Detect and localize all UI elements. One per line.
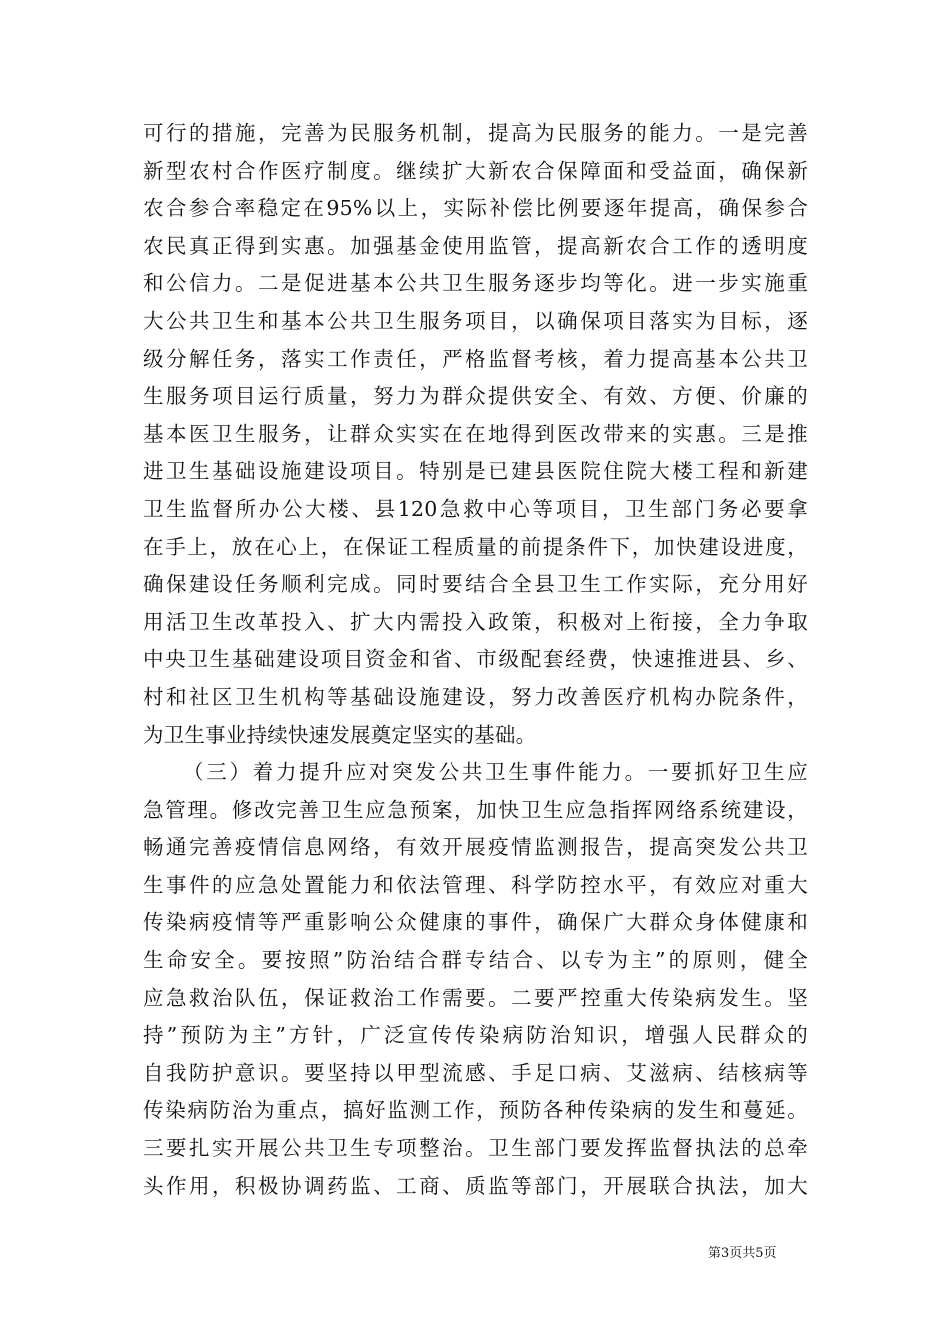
- text-line: 应急救治队伍，保证救治工作需要。二要严控重大传染病发生。坚: [143, 985, 808, 1010]
- text-line: 持”预防为主”方针，广泛宣传传染病防治知识，增强人民群众的: [143, 1023, 808, 1048]
- text-line: 可行的措施，完善为民服务机制，提高为民服务的能力。一是完善: [143, 121, 808, 145]
- text-line: 确保建设任务顺利完成。同时要结合全县卫生工作实际，充分用好: [143, 572, 808, 597]
- text-line: 生事件的应急处置能力和依法管理、科学防控水平，有效应对重大: [143, 872, 808, 897]
- text-line: 生服务项目运行质量，努力为群众提供安全、有效、方便、价廉的: [143, 384, 808, 409]
- text-line: 传染病疫情等严重影响公众健康的事件，确保广大群众身体健康和: [143, 910, 808, 935]
- document-body: [143, 115, 808, 1205]
- section-three-heading-line: （三）着力提升应对突发公共卫生事件能力。一要抓好卫生应: [183, 760, 808, 785]
- text-line: 基本医卫生服务，让群众实实在在地得到医改带来的实惠。三是推: [143, 421, 808, 446]
- text-line: 急管理。修改完善卫生应急预案，加快卫生应急指挥网络系统建设，: [143, 797, 808, 822]
- text-line: 传染病防治为重点，搞好监测工作，预防各种传染病的发生和蔓延。: [143, 1098, 808, 1123]
- text-line: 在手上，放在心上，在保证工程质量的前提条件下，加快建设进度，: [143, 534, 808, 559]
- text-line: 级分解任务，落实工作责任，严格监督考核，着力提高基本公共卫: [143, 346, 808, 371]
- text-line: 用活卫生改革投入、扩大内需投入政策，积极对上衔接，全力争取: [143, 609, 808, 634]
- text-line: 村和社区卫生机构等基础设施建设，努力改善医疗机构办院条件，: [143, 684, 808, 709]
- text-line: 自我防护意识。要坚持以甲型流感、手足口病、艾滋病、结核病等: [143, 1060, 808, 1085]
- paragraph-end-line: 为卫生事业持续快速发展奠定坚实的基础。: [143, 722, 537, 747]
- text-line: 三要扎实开展公共卫生专项整治。卫生部门要发挥监督执法的总牵: [143, 1136, 808, 1161]
- text-line: 卫生监督所办公大楼、县120急救中心等项目，卫生部门务必要拿: [143, 496, 808, 521]
- text-line: 头作用，积极协调药监、工商、质监等部门，开展联合执法，加大: [143, 1173, 808, 1198]
- text-line: 农合参合率稳定在95%以上，实际补偿比例要逐年提高，确保参合: [143, 196, 808, 221]
- text-line: 和公信力。二是促进基本公共卫生服务逐步均等化。进一步实施重: [143, 271, 808, 296]
- text-line: 大公共卫生和基本公共卫生服务项目，以确保项目落实为目标，逐: [143, 308, 808, 333]
- text-line: 新型农村合作医疗制度。继续扩大新农合保障面和受益面，确保新: [143, 158, 808, 183]
- text-line: 农民真正得到实惠。加强基金使用监管，提高新农合工作的透明度: [143, 233, 808, 258]
- text-line: 生命安全。要按照”防治结合群专结合、以专为主”的原则，健全: [143, 948, 808, 973]
- text-line: 畅通完善疫情信息网络，有效开展疫情监测报告，提高突发公共卫: [143, 835, 808, 860]
- page-number: 第3页共5页: [708, 1246, 777, 1261]
- text-line: 中央卫生基础建设项目资金和省、市级配套经费，快速推进县、乡、: [143, 647, 808, 672]
- text-line: 进卫生基础设施建设项目。特别是已建县医院住院大楼工程和新建: [143, 459, 808, 484]
